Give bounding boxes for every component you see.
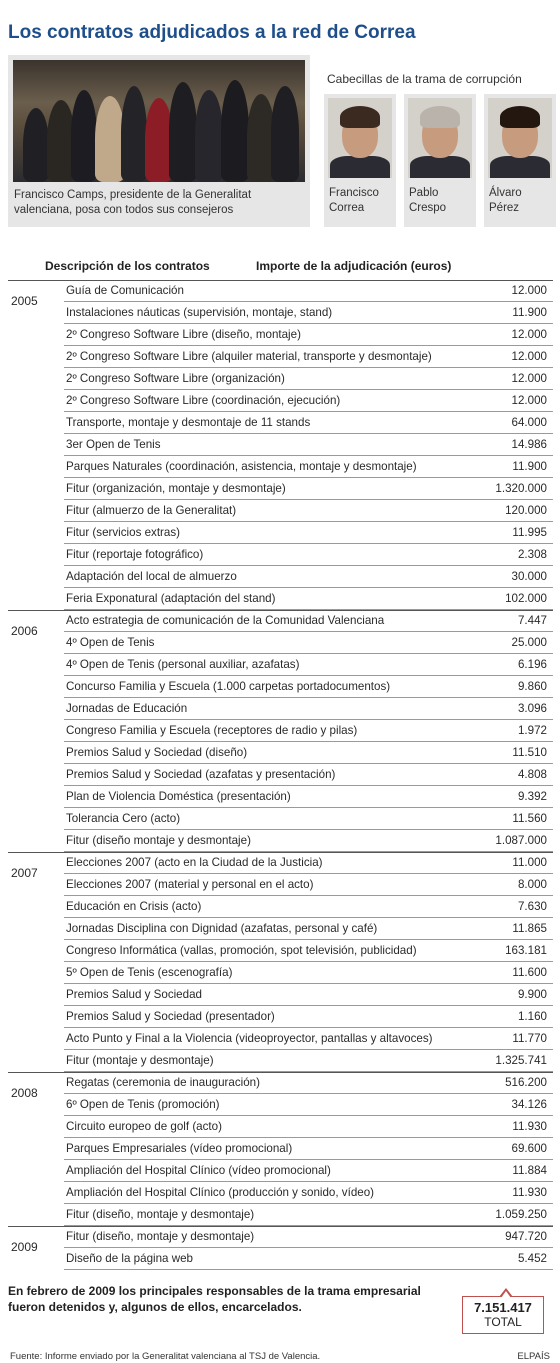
contract-amount: 11.000: [512, 856, 547, 869]
contract-description: Fitur (diseño montaje y desmontaje): [66, 834, 251, 847]
contract-description: Tolerancia Cero (acto): [66, 812, 181, 825]
table-row: [8, 412, 553, 434]
table-row: [8, 896, 553, 918]
contract-description: Transporte, montaje y desmontaje de 11 stands: [66, 416, 311, 429]
table-row: [8, 830, 553, 852]
brand-logo: ELPAÍS: [517, 1351, 550, 1362]
contract-amount: 7.447: [517, 614, 547, 627]
table-row: [8, 808, 553, 830]
photo-caption: Francisco Camps, presidente de la Generalitat valenciana, posa con todos sus consejeros: [14, 189, 252, 216]
year-label: 2007: [11, 866, 38, 880]
leader-card: [324, 94, 396, 227]
contract-description: 2º Congreso Software Libre (alquiler material, transporte y desmontaje): [66, 350, 432, 363]
contract-amount: 1.087.000: [495, 834, 547, 847]
table-row: [8, 368, 553, 390]
contract-description: Fitur (servicios extras): [66, 526, 181, 539]
contract-description: 4º Open de Tenis: [66, 636, 155, 649]
contract-amount: 12.000: [511, 350, 547, 363]
contract-description: Acto Punto y Final a la Violencia (videoproyector, pantallas y altavoces): [66, 1032, 433, 1045]
year-label: 2006: [11, 624, 38, 638]
contract-description: Jornadas de Educación: [66, 702, 188, 715]
table-row: [8, 346, 553, 368]
contract-description: Elecciones 2007 (material y personal en el acto): [66, 878, 314, 891]
source-note: Fuente: Informe enviado por la Generalitat valenciana al TSJ de Valencia.: [10, 1351, 321, 1362]
table-row: [8, 1006, 553, 1028]
contract-description: Ampliación del Hospital Clínico (vídeo promocional): [66, 1164, 331, 1177]
table-row: [8, 1248, 553, 1270]
year-label: 2005: [11, 294, 38, 308]
table-row: [8, 698, 553, 720]
table-row: [8, 522, 553, 544]
contract-amount: 947.720: [505, 1230, 547, 1243]
contract-amount: 9.392: [517, 790, 547, 803]
table-row: [8, 940, 553, 962]
table-row: [8, 1160, 553, 1182]
contract-description: Feria Exponatural (adaptación del stand): [66, 592, 276, 605]
table-row: [8, 390, 553, 412]
contract-amount: 11.600: [512, 966, 547, 979]
contract-description: Fitur (reportaje fotográfico): [66, 548, 204, 561]
column-header-amount: Importe de la adjudicación (euros): [256, 259, 452, 273]
contract-amount: 11.510: [512, 746, 547, 759]
contract-amount: 1.320.000: [495, 482, 547, 495]
table-row: [8, 324, 553, 346]
table-row: [8, 654, 553, 676]
contract-description: Diseño de la página web: [66, 1252, 193, 1265]
contract-description: Premios Salud y Sociedad (diseño): [66, 746, 248, 759]
column-header-description: Descripción de los contratos: [45, 259, 210, 273]
leader-name: Álvaro Pérez: [489, 187, 522, 214]
table-row: [8, 1094, 553, 1116]
contract-amount: 30.000: [511, 570, 547, 583]
contract-description: Plan de Violencia Doméstica (presentación): [66, 790, 291, 803]
contract-amount: 102.000: [505, 592, 547, 605]
contract-description: Fitur (diseño, montaje y desmontaje): [66, 1230, 255, 1243]
contract-amount: 14.986: [511, 438, 547, 451]
contract-description: 2º Congreso Software Libre (diseño, montaje): [66, 328, 301, 341]
table-row: [8, 1072, 553, 1100]
table-row: [8, 1116, 553, 1138]
contract-description: Jornadas Disciplina con Dignidad (azafatas, personal y café): [66, 922, 378, 935]
contract-amount: 12.000: [511, 372, 547, 385]
contract-amount: 11.770: [512, 1032, 547, 1045]
contract-description: Elecciones 2007 (acto en la Ciudad de la Justicia): [66, 856, 323, 869]
page-title: Los contratos adjudicados a la red de Correa: [8, 22, 416, 43]
leader-portrait: [328, 98, 392, 178]
table-row: [8, 1226, 553, 1254]
contract-amount: 6.196: [517, 658, 547, 671]
year-label: 2008: [11, 1086, 38, 1100]
contract-description: 4º Open de Tenis (personal auxiliar, azafatas): [66, 658, 300, 671]
contract-amount: 11.560: [512, 812, 547, 825]
contract-amount: 11.900: [512, 460, 547, 473]
contract-amount: 9.900: [517, 988, 547, 1001]
contract-amount: 11.900: [512, 306, 547, 319]
leader-card: [404, 94, 476, 227]
table-row: [8, 456, 553, 478]
total-label: TOTAL: [484, 1315, 522, 1329]
table-row: [8, 1138, 553, 1160]
contract-description: Acto estrategia de comunicación de la Comunidad Valenciana: [66, 614, 385, 627]
contract-amount: 516.200: [505, 1076, 547, 1089]
contract-description: Fitur (montaje y desmontaje): [66, 1054, 214, 1067]
footer-note: En febrero de 2009 los principales responsables de la trama empresarial fueron detenidos y, algunos de ellos, encarcelados.: [8, 1284, 421, 1314]
contract-amount: 4.808: [517, 768, 547, 781]
contract-description: Parques Naturales (coordinación, asistencia, montaje y desmontaje): [66, 460, 417, 473]
table-row: [8, 500, 553, 522]
contract-amount: 11.930: [512, 1186, 547, 1199]
table-row: [8, 852, 553, 880]
table-row: [8, 632, 553, 654]
table-row: [8, 984, 553, 1006]
table-row: [8, 280, 553, 308]
contract-description: Adaptación del local de almuerzo: [66, 570, 237, 583]
contract-description: Instalaciones náuticas (supervisión, montaje, stand): [66, 306, 333, 319]
leader-name: Pablo Crespo: [409, 187, 447, 214]
contract-amount: 2.308: [517, 548, 547, 561]
table-row: [8, 434, 553, 456]
leader-card: [484, 94, 556, 227]
table-row: [8, 588, 553, 610]
contract-description: Concurso Familia y Escuela (1.000 carpetas portadocumentos): [66, 680, 391, 693]
table-row: [8, 1182, 553, 1204]
contract-amount: 7.630: [517, 900, 547, 913]
contract-description: Guía de Comunicación: [66, 284, 184, 297]
contract-description: Fitur (organización, montaje y desmontaje): [66, 482, 286, 495]
leader-portrait: [488, 98, 552, 178]
table-row: [8, 786, 553, 808]
group-photo-panel: [8, 55, 310, 227]
contracts-table: [8, 280, 553, 1270]
total-value: 7.151.417: [474, 1300, 532, 1315]
table-row: [8, 918, 553, 940]
leaders-title: Cabecillas de la trama de corrupción: [327, 72, 522, 86]
contract-description: 5º Open de Tenis (escenografía): [66, 966, 233, 979]
contract-amount: 9.860: [517, 680, 547, 693]
contract-description: Circuito europeo de golf (acto): [66, 1120, 222, 1133]
contract-description: Congreso Familia y Escuela (receptores de radio y pilas): [66, 724, 358, 737]
contract-amount: 163.181: [505, 944, 547, 957]
table-row: [8, 1204, 553, 1226]
contract-amount: 69.600: [511, 1142, 547, 1155]
group-photo: [13, 60, 305, 182]
contract-amount: 12.000: [511, 284, 547, 297]
table-row: [8, 544, 553, 566]
total-box: [462, 1296, 544, 1334]
contract-amount: 1.972: [517, 724, 547, 737]
table-row: [8, 962, 553, 984]
contract-description: 3er Open de Tenis: [66, 438, 161, 451]
contract-amount: 64.000: [511, 416, 547, 429]
contract-amount: 3.096: [517, 702, 547, 715]
table-row: [8, 764, 553, 786]
table-row: [8, 676, 553, 698]
contract-amount: 25.000: [511, 636, 547, 649]
table-row: [8, 302, 553, 324]
contract-description: Fitur (almuerzo de la Generalitat): [66, 504, 237, 517]
contract-description: Congreso Informática (vallas, promoción, spot televisión, publicidad): [66, 944, 417, 957]
contract-amount: 1.059.250: [495, 1208, 547, 1221]
contract-description: Fitur (diseño, montaje y desmontaje): [66, 1208, 255, 1221]
table-row: [8, 1028, 553, 1050]
contract-description: Parques Empresariales (vídeo promocional): [66, 1142, 293, 1155]
contract-amount: 34.126: [511, 1098, 547, 1111]
contract-description: 6º Open de Tenis (promoción): [66, 1098, 220, 1111]
contract-description: 2º Congreso Software Libre (coordinación, ejecución): [66, 394, 341, 407]
table-row: [8, 566, 553, 588]
table-row: [8, 874, 553, 896]
contract-amount: 12.000: [511, 394, 547, 407]
contract-description: Premios Salud y Sociedad (presentador): [66, 1010, 275, 1023]
contract-amount: 1.160: [517, 1010, 547, 1023]
table-row: [8, 610, 553, 638]
contract-description: Premios Salud y Sociedad: [66, 988, 202, 1001]
contract-amount: 11.865: [512, 922, 547, 935]
contract-amount: 11.995: [512, 526, 547, 539]
table-row: [8, 478, 553, 500]
table-row: [8, 720, 553, 742]
table-row: [8, 1050, 553, 1072]
year-label: 2009: [11, 1240, 38, 1254]
leader-portrait: [408, 98, 472, 178]
contract-amount: 1.325.741: [495, 1054, 547, 1067]
table-row: [8, 742, 553, 764]
contract-amount: 11.930: [512, 1120, 547, 1133]
contract-amount: 11.884: [512, 1164, 547, 1177]
contract-description: Premios Salud y Sociedad (azafatas y presentación): [66, 768, 336, 781]
contract-amount: 8.000: [517, 878, 547, 891]
contract-description: Regatas (ceremonia de inauguración): [66, 1076, 260, 1089]
contract-description: 2º Congreso Software Libre (organización): [66, 372, 285, 385]
contract-description: Educación en Crisis (acto): [66, 900, 202, 913]
leader-name: Francisco Correa: [329, 187, 379, 214]
contract-amount: 5.452: [517, 1252, 547, 1265]
contract-amount: 120.000: [505, 504, 547, 517]
contract-amount: 12.000: [511, 328, 547, 341]
contract-description: Ampliación del Hospital Clínico (producción y sonido, vídeo): [66, 1186, 375, 1199]
